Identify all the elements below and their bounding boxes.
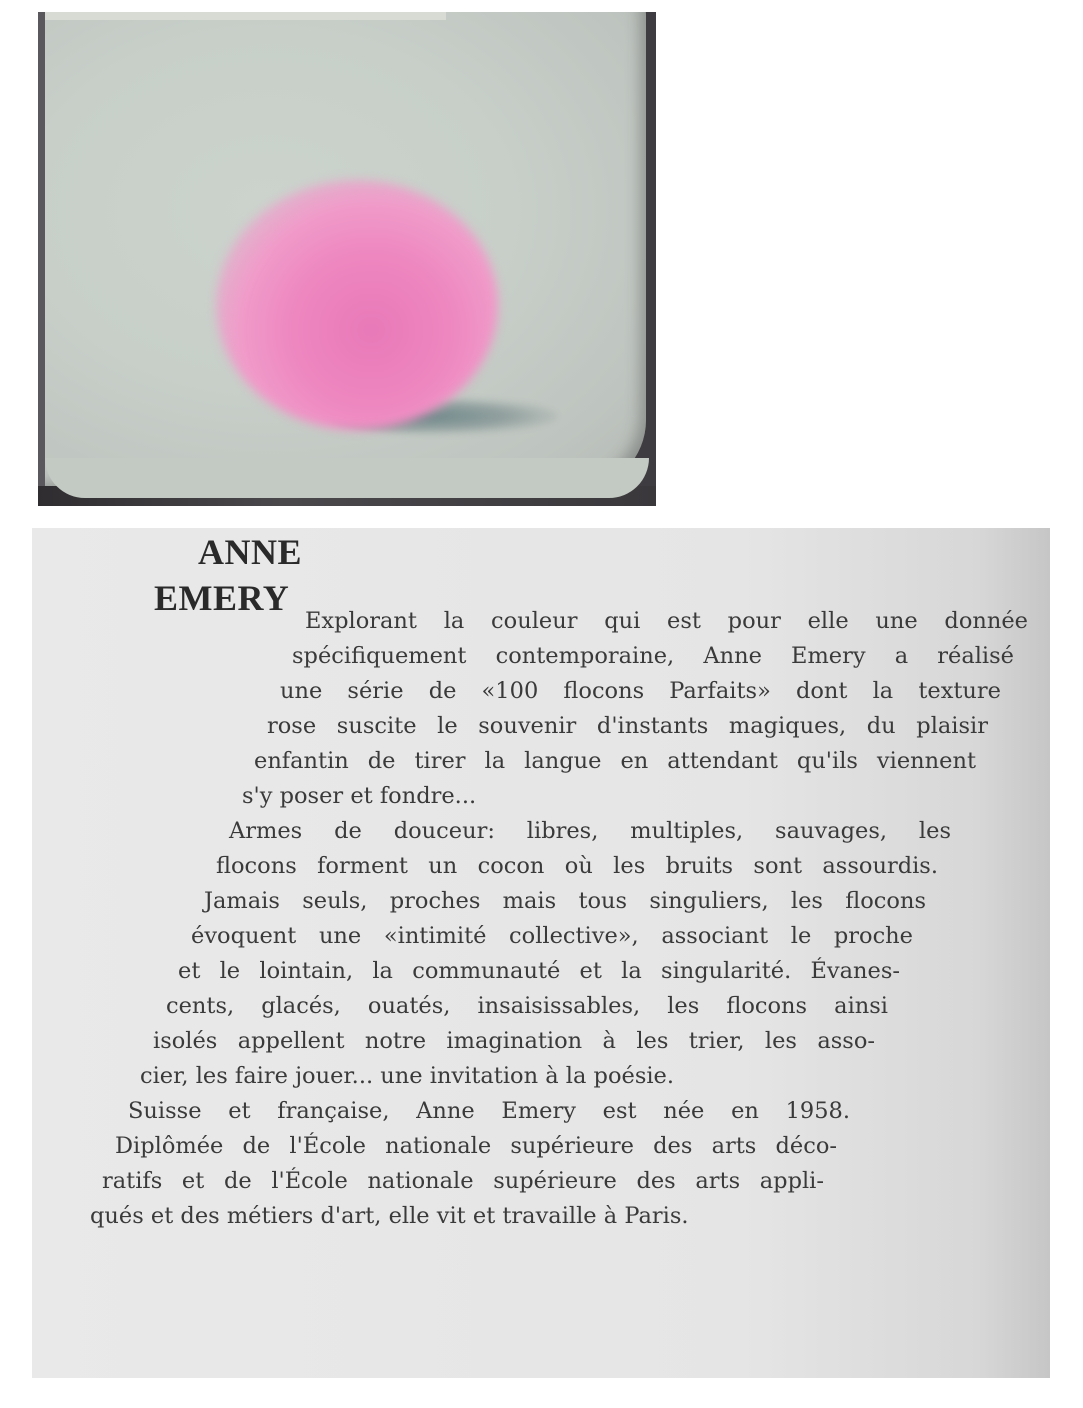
article-line: rose suscite le souvenir d'instants magiques, du plaisir — [267, 713, 988, 739]
photo-top-edge — [38, 12, 446, 20]
article-line: cents, glacés, ouatés, insaisissables, les flocons ainsi — [166, 993, 888, 1019]
article-line: enfantin de tirer la langue en attendant qu'ils viennent — [254, 748, 976, 774]
article-line: une série de «100 flocons Parfaits» dont la texture — [280, 678, 1001, 704]
article-line: cier, les faire jouer... une invitation à la poésie. — [140, 1063, 675, 1089]
article-line: Suisse et française, Anne Emery est née en 1958. — [128, 1098, 850, 1124]
article-line: qués et des métiers d'art, elle vit et travaille à Paris. — [90, 1203, 689, 1229]
article-line: isolés appellent notre imagination à les trier, les asso- — [153, 1028, 875, 1054]
article-line: Diplômée de l'École nationale supérieure des arts déco- — [115, 1133, 837, 1159]
article-line: Jamais seuls, proches mais tous singuliers, les flocons — [204, 888, 926, 914]
article-line: spécifiquement contemporaine, Anne Emery a réalisé — [292, 643, 1014, 669]
photo-left-edge — [38, 12, 45, 506]
article-line: Explorant la couleur qui est pour elle une donnée — [305, 608, 1028, 634]
article-line: s'y poser et fondre... — [242, 783, 477, 809]
artist-first-name: ANNE — [198, 532, 303, 572]
article-line: Armes de douceur: libres, multiples, sauvages, les — [229, 818, 951, 844]
article-line: flocons forment un cocon où les bruits sont assourdis. — [216, 853, 938, 879]
artist-last-name: EMERY — [154, 578, 290, 618]
photo-floor — [45, 458, 649, 498]
pink-snowflake — [216, 180, 498, 430]
article-line: et le lointain, la communauté et la singularité. Évanes- — [178, 958, 900, 984]
article-line: ratifs et de l'École nationale supérieure des arts appli- — [102, 1168, 824, 1194]
article-line: évoquent une «intimité collective», associant le proche — [191, 923, 913, 949]
artwork-photo — [38, 12, 656, 506]
article-panel — [32, 528, 1050, 1378]
